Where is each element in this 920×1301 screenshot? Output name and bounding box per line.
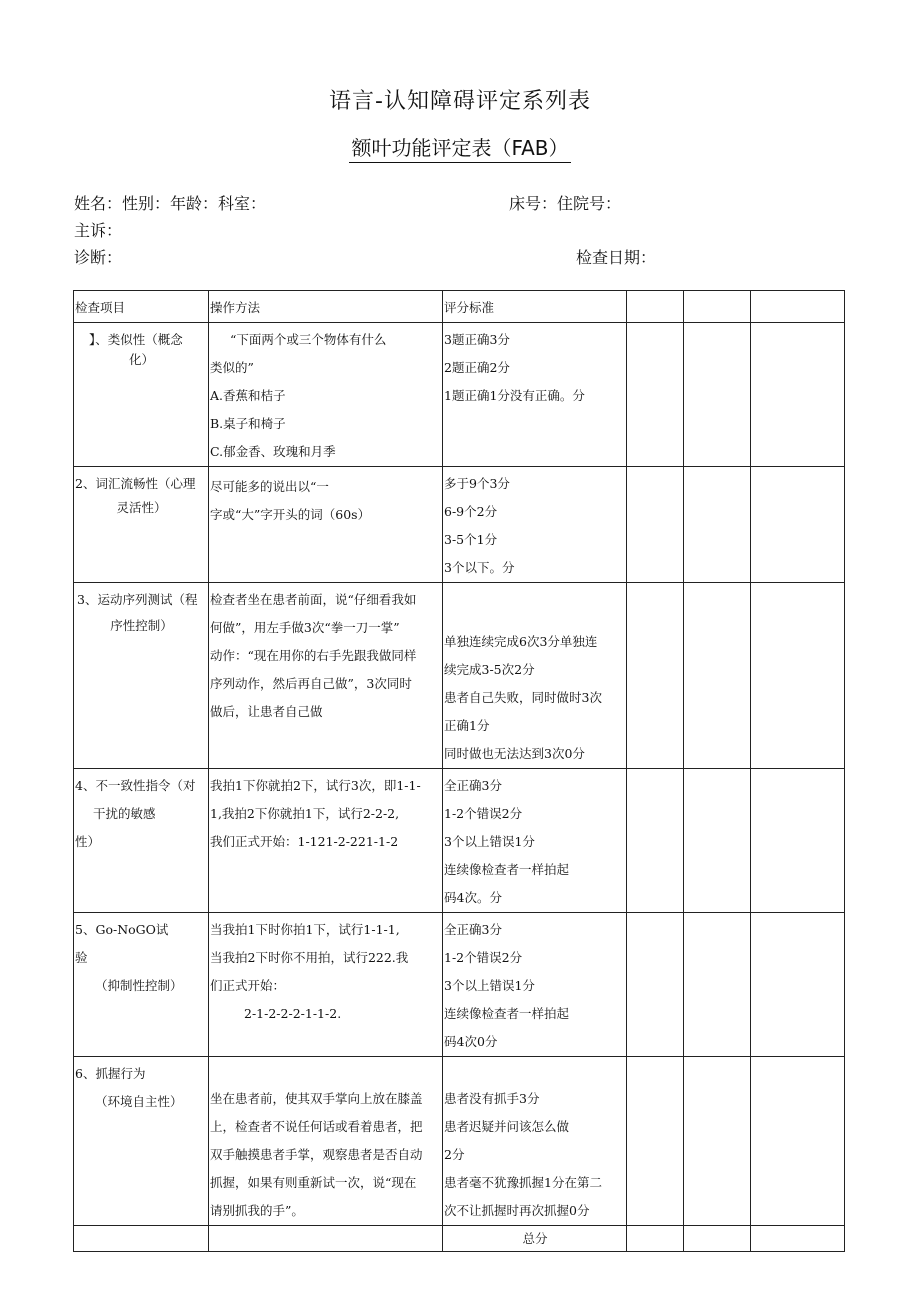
item-cell — [74, 323, 209, 467]
method-line: 何做”，用左手做3次“拳一刀一掌” — [210, 620, 400, 635]
method-line: 们正式开始： — [210, 978, 286, 993]
chief-complaint-label: 主诉： — [74, 221, 123, 240]
item-cell — [74, 583, 209, 769]
total-score-cell[interactable] — [627, 1226, 684, 1252]
score-cell[interactable] — [751, 769, 845, 913]
criteria-cell — [443, 323, 627, 467]
criteria-line: 全正确3分 — [444, 778, 502, 793]
patient-basic-info: 姓名：性别：年龄：科室： — [74, 194, 267, 213]
method-line: A.香蕉和桔子 — [210, 388, 286, 403]
item-line: 序性控制） — [110, 618, 173, 633]
method-line: 尽可能多的说出以“一 — [210, 479, 329, 494]
method-cell — [209, 467, 443, 583]
score-cell[interactable] — [627, 769, 684, 913]
method-line: 字或“大”字开头的词（60s） — [210, 507, 371, 522]
header-criteria-text: 评分标准 — [444, 300, 495, 315]
exam-date-label: 检查日期： — [576, 248, 657, 267]
bed-admission-info: 床号：住院号： — [509, 194, 622, 213]
score-cell[interactable] — [684, 291, 751, 323]
table-row — [74, 1057, 845, 1226]
criteria-line: 连续像检查者一样拍起 — [444, 1006, 570, 1021]
method-cell — [209, 913, 443, 1057]
method-line: 当我拍2下时你不用拍，试行222.我 — [210, 950, 409, 965]
method-line: 检查者坐在患者前面，说“仔细看我如 — [210, 592, 417, 607]
criteria-cell — [443, 769, 627, 913]
header-item — [74, 291, 209, 323]
score-cell[interactable] — [684, 1057, 751, 1226]
method-cell — [209, 323, 443, 467]
criteria-line: 码4次0分 — [444, 1034, 498, 1049]
criteria-line: 2题正确2分 — [444, 360, 510, 375]
criteria-line: 码4次。分 — [444, 890, 502, 905]
criteria-cell — [443, 913, 627, 1057]
method-line: 做后，让患者自己做 — [210, 704, 323, 719]
header-criteria — [443, 291, 627, 323]
item-line: 6、抓握行为 — [75, 1066, 146, 1081]
table-row — [74, 467, 845, 583]
header-method-text: 操作方法 — [210, 300, 261, 315]
method-line: 1,我拍2下你就拍1下，试行2-2-2, — [210, 806, 400, 821]
criteria-line: 2分 — [444, 1147, 465, 1162]
method-cell — [209, 1057, 443, 1226]
method-line: 坐在患者前，使其双手掌向上放在膝盖 — [210, 1091, 423, 1106]
form-subtitle-text: 额叶功能评定表（FAB） — [349, 136, 570, 163]
form-subtitle — [0, 132, 920, 161]
method-line: 请别抓我的手”。 — [210, 1203, 304, 1218]
item-line: 4、不一致性指令（对 — [75, 778, 196, 793]
score-cell[interactable] — [751, 467, 845, 583]
score-cell[interactable] — [627, 1057, 684, 1226]
score-cell[interactable] — [627, 291, 684, 323]
item-cell — [74, 1057, 209, 1226]
item-line: 5、Go-NoGO试 — [75, 922, 169, 937]
criteria-line: 次不让抓握时再次抓握0分 — [444, 1203, 590, 1218]
criteria-line: 1题正确1分没有正确。分 — [444, 388, 585, 403]
score-cell[interactable] — [751, 323, 845, 467]
method-line: “下面两个或三个物体有什么 — [230, 332, 387, 347]
method-line: 双手触摸患者手掌，观察患者是否自动 — [210, 1147, 423, 1162]
item-cell — [74, 467, 209, 583]
criteria-line: 患者迟疑并问该怎么做 — [444, 1119, 570, 1134]
criteria-line: 患者没有抓手3分 — [444, 1091, 540, 1106]
criteria-line: 3个以下。分 — [444, 560, 515, 575]
method-line: 上，检查者不说任何话或看着患者，把 — [210, 1119, 423, 1134]
score-cell[interactable] — [684, 913, 751, 1057]
item-line: 验 — [75, 950, 88, 965]
criteria-line: 3-5个1分 — [444, 532, 498, 547]
item-line: 性） — [75, 834, 101, 849]
score-cell[interactable] — [627, 583, 684, 769]
score-cell[interactable] — [627, 323, 684, 467]
method-line: C.郁金香、玫瑰和月季 — [210, 444, 336, 459]
total-label-cell — [443, 1226, 627, 1252]
method-cell — [209, 583, 443, 769]
item-line: （抑制性控制） — [95, 978, 183, 993]
score-cell[interactable] — [751, 1057, 845, 1226]
method-line: 动作：“现在用你的右手先跟我做同样 — [210, 648, 417, 663]
score-cell[interactable] — [684, 769, 751, 913]
method-line: 我们正式开始：1-121-2-221-1-2 — [210, 834, 399, 849]
score-cell[interactable] — [627, 467, 684, 583]
table-row — [74, 323, 845, 467]
method-line: 当我拍1下时你拍1下，试行1-1-1, — [210, 922, 400, 937]
method-line: 类似的” — [210, 360, 254, 375]
method-cell — [209, 769, 443, 913]
document-title: 语言-认知障碍评定系列表 — [329, 89, 591, 114]
criteria-cell — [443, 467, 627, 583]
criteria-line: 连续像检查者一样拍起 — [444, 862, 570, 877]
criteria-line: 3个以上错误1分 — [444, 834, 535, 849]
item-line: 灵活性） — [116, 500, 167, 515]
criteria-line: 1-2个错误2分 — [444, 950, 523, 965]
criteria-line: 续完成3-5次2分 — [444, 662, 535, 677]
header-method — [209, 291, 443, 323]
criteria-line: 患者毫不犹豫抓握1分在第二 — [444, 1175, 602, 1190]
total-blank-cell — [209, 1226, 443, 1252]
score-cell[interactable] — [751, 913, 845, 1057]
item-line: 】、类似性（概念 — [89, 332, 183, 347]
item-line: 干扰的敏感 — [93, 806, 156, 821]
score-cell[interactable] — [751, 583, 845, 769]
total-blank-cell — [74, 1226, 209, 1252]
criteria-line: 同时做也无法达到3次0分 — [444, 746, 585, 761]
total-label: 总分 — [522, 1231, 548, 1246]
total-score-cell[interactable] — [751, 1226, 845, 1252]
diagnosis-label: 诊断： — [74, 248, 123, 267]
criteria-cell — [443, 583, 627, 769]
table-header-row — [74, 291, 845, 323]
criteria-line: 全正确3分 — [444, 922, 502, 937]
criteria-line: 多于9个3分 — [444, 476, 510, 491]
method-line: B.桌子和椅子 — [210, 416, 286, 431]
score-cell[interactable] — [684, 323, 751, 467]
score-cell[interactable] — [684, 467, 751, 583]
criteria-cell — [443, 1057, 627, 1226]
fab-table — [73, 290, 845, 1252]
table-row — [74, 913, 845, 1057]
criteria-line: 1-2个错误2分 — [444, 806, 523, 821]
criteria-line: 3题正确3分 — [444, 332, 510, 347]
score-cell[interactable] — [751, 291, 845, 323]
item-cell — [74, 913, 209, 1057]
item-line: 2、词汇流畅性（心理 — [75, 476, 196, 491]
item-line: （环境自主性） — [95, 1094, 183, 1109]
item-line: 3、运动序列测试（程 — [77, 592, 198, 607]
table-row — [74, 769, 845, 913]
item-line: 化） — [128, 352, 154, 367]
method-line: 抓握，如果有则重新试一次，说“现在 — [210, 1175, 417, 1190]
criteria-line: 3个以上错误1分 — [444, 978, 535, 993]
total-row — [74, 1226, 845, 1252]
method-line: 序列动作，然后再自己做”，3次同时 — [210, 676, 412, 691]
criteria-line: 正确1分 — [444, 718, 490, 733]
method-line: 2-1-2-2-2-1-1-2. — [244, 1006, 342, 1021]
method-line: 我拍1下你就拍2下，试行3次，即1-1- — [210, 778, 421, 793]
item-cell — [74, 769, 209, 913]
table-row — [74, 583, 845, 769]
header-item-text: 检查项目 — [75, 300, 126, 315]
total-score-cell[interactable] — [684, 1226, 751, 1252]
score-cell[interactable] — [684, 583, 751, 769]
score-cell[interactable] — [627, 913, 684, 1057]
criteria-line: 6-9个2分 — [444, 504, 498, 519]
criteria-line: 患者自己失败，同时做时3次 — [444, 690, 602, 705]
criteria-line: 单独连续完成6次3分单独连 — [444, 634, 598, 649]
